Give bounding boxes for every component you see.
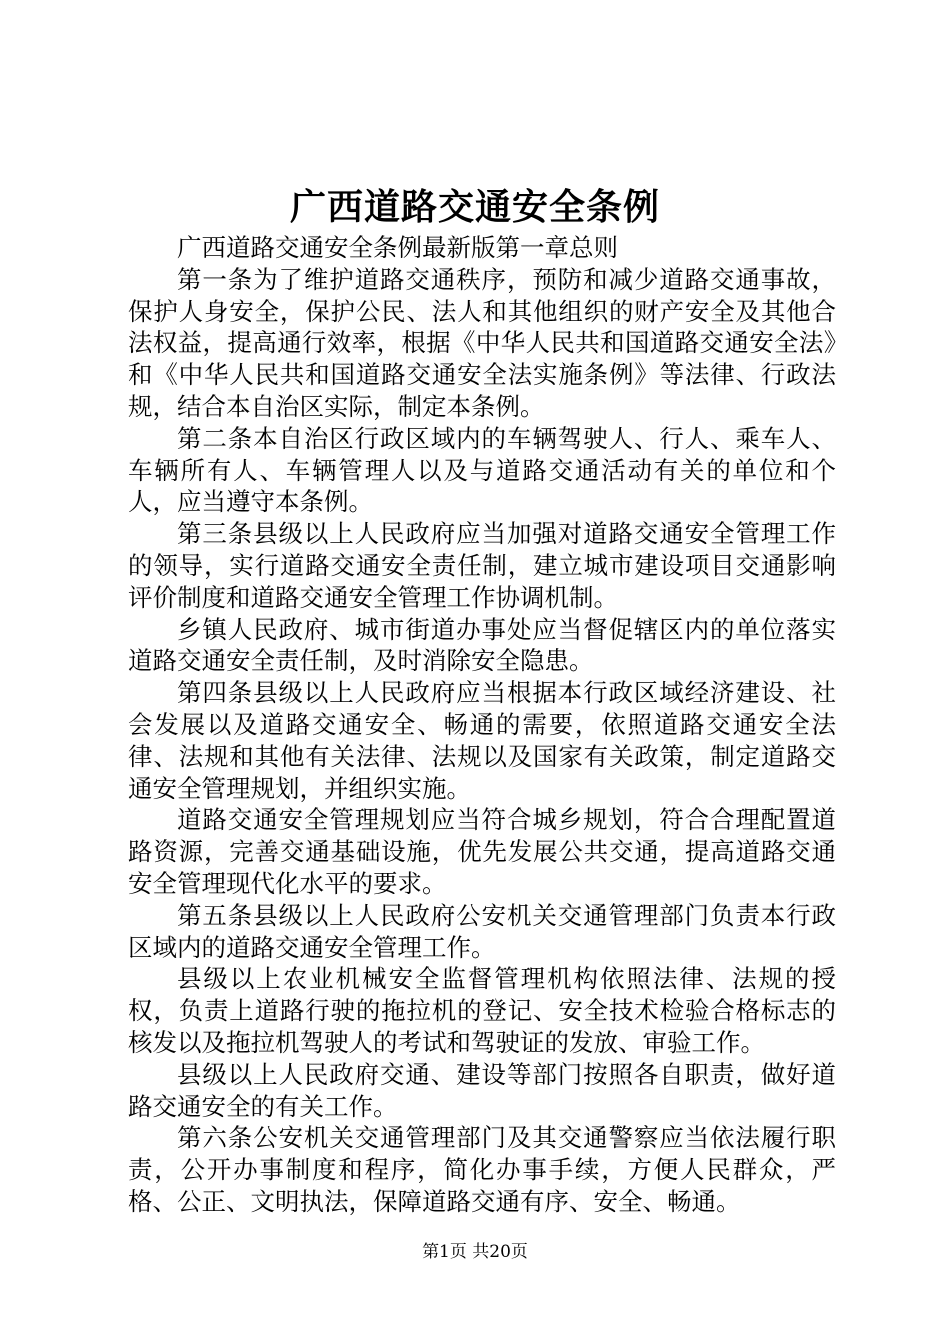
paragraph-article-3: 第三条县级以上人民政府应当加强对道路交通安全管理工作的领导，实行道路交通安全责任制，建立城市建设项目交通影响评价制度和道路交通安全管理工作协调机制。: [128, 519, 836, 612]
paragraph-article-5-clause-1: 县级以上农业机械安全监督管理机构依照法律、法规的授权，负责上道路行驶的拖拉机的登记、安全技术检验合格标志的核发以及拖拉机驾驶人的考试和驾驶证的发放、审验工作。: [128, 964, 836, 1057]
page-indicator: 第1页 共20页: [422, 1242, 528, 1262]
paragraph-article-4-clause: 道路交通安全管理规划应当符合城乡规划，符合合理配置道路资源，完善交通基础设施，优先发展公共交通，提高道路交通安全管理现代化水平的要求。: [128, 805, 836, 898]
paragraph-article-1: 第一条为了维护道路交通秩序，预防和减少道路交通事故，保护人身安全，保护公民、法人和其他组织的财产安全及其他合法权益，提高通行效率，根据《中华人民共和国道路交通安全法》和《中华人民共和国道路交通安全法实施条例》等法律、行政法规，结合本自治区实际，制定本条例。: [128, 264, 836, 421]
paragraph-chapter-heading: 广西道路交通安全条例最新版第一章总则: [177, 233, 618, 262]
paragraph-article-6: 第六条公安机关交通管理部门及其交通警察应当依法履行职责，公开办事制度和程序，简化办事手续，方便人民群众，严格、公正、文明执法，保障道路交通有序、安全、畅通。: [128, 1123, 836, 1216]
paragraph-article-2: 第二条本自治区行政区域内的车辆驾驶人、行人、乘车人、车辆所有人、车辆管理人以及与道路交通活动有关的单位和个人，应当遵守本条例。: [128, 423, 836, 517]
document-title: 广西道路交通安全条例: [289, 186, 660, 228]
page-footer: [0, 1240, 950, 1264]
paragraph-article-5-clause-2: 县级以上人民政府交通、建设等部门按照各自职责，做好道路交通安全的有关工作。: [128, 1059, 836, 1121]
paragraph-article-4: 第四条县级以上人民政府应当根据本行政区域经济建设、社会发展以及道路交通安全、畅通的需要，依照道路交通安全法律、法规和其他有关法律、法规以及国家有关政策，制定道路交通安全管理规划，并组织实施。: [128, 678, 836, 803]
document-body: [128, 232, 836, 1218]
paragraph-article-3-clause: 乡镇人民政府、城市街道办事处应当督促辖区内的单位落实道路交通安全责任制，及时消除安全隐患。: [128, 614, 836, 676]
paragraph-article-5: 第五条县级以上人民政府公安机关交通管理部门负责本行政区域内的道路交通安全管理工作。: [128, 900, 836, 962]
